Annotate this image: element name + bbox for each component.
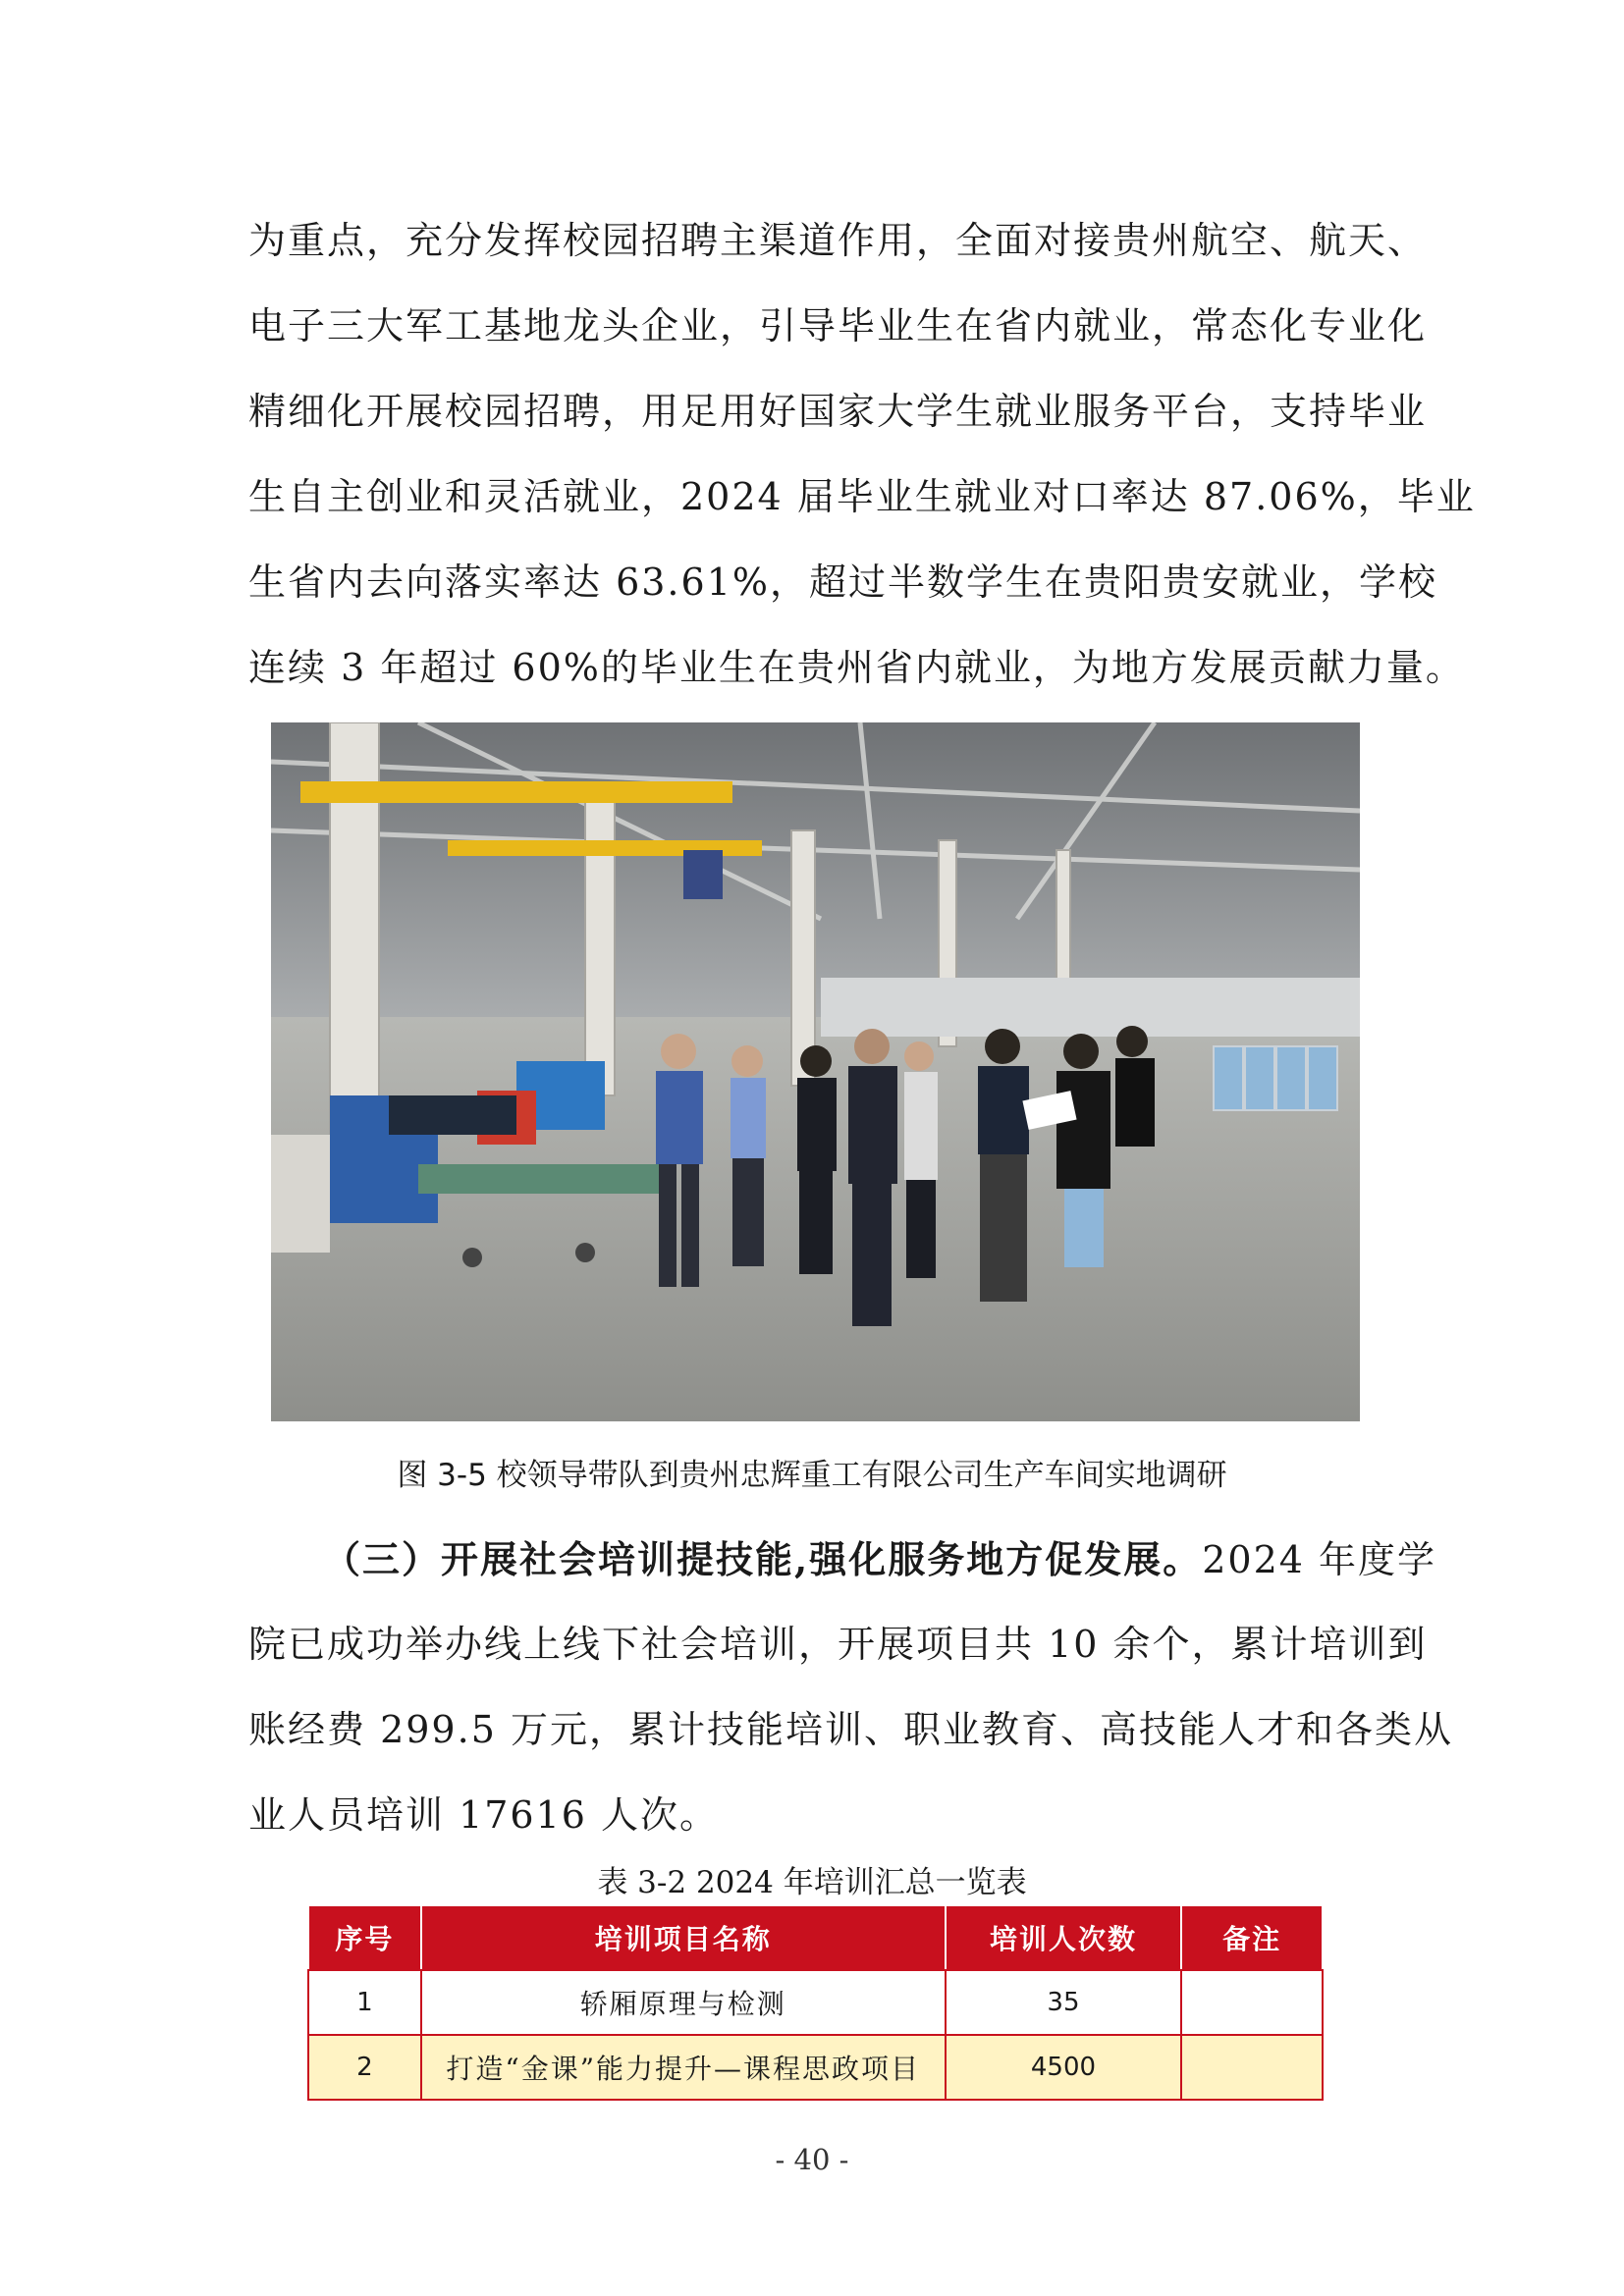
header-project-name: 培训项目名称: [421, 1905, 946, 1970]
paragraph-line: 业人员培训 17616 人次。: [248, 1793, 720, 1837]
cell-remarks: [1181, 1970, 1323, 2035]
training-paragraph: [248, 1517, 1453, 1858]
header-remarks: 备注: [1181, 1905, 1323, 1970]
section-lead: （三）开展社会培训提技能,强化服务地方促发展。: [323, 1537, 1203, 1581]
paragraph-line: [248, 1517, 1437, 1602]
table-header-row: [308, 1905, 1323, 1970]
cell-project-name: 轿厢原理与检测: [421, 1970, 946, 2035]
employment-paragraph: [248, 198, 1476, 711]
photo-caption: 图 3-5 校领导带队到贵州忠辉重工有限公司生产车间实地调研: [397, 1458, 1227, 1493]
paragraph-line: 生省内去向落实率达 63.61%，超过半数学生在贵阳贵安就业，学校: [248, 561, 1437, 604]
page-number: - 40 -: [775, 2143, 849, 2176]
table-row: [308, 2035, 1323, 2100]
paragraph-line: 生自主创业和灵活就业，2024 届毕业生就业对口率达 87.06%，毕业: [248, 475, 1476, 518]
header-trainee-count: 培训人次数: [946, 1905, 1182, 1970]
paragraph-line: 为重点，充分发挥校园招聘主渠道作用，全面对接贵州航空、航天、: [248, 219, 1428, 262]
cell-remarks: [1181, 2035, 1323, 2100]
cell-index: 2: [308, 2035, 421, 2100]
cell-project-name: 打造“金课”能力提升—课程思政项目: [421, 2035, 946, 2100]
paragraph-line: 账经费 299.5 万元，累计技能培训、职业教育、高技能人才和各类从: [248, 1708, 1453, 1751]
section-line-rest: 2024 年度学: [1202, 1538, 1437, 1581]
header-index: 序号: [308, 1905, 421, 1970]
table-row: [308, 1970, 1323, 2035]
training-summary-table: [307, 1904, 1324, 2101]
factory-visit-photo: [271, 722, 1360, 1421]
paragraph-line: 精细化开展校园招聘，用足用好国家大学生就业服务平台，支持毕业: [248, 390, 1428, 433]
cell-trainee-count: 35: [946, 1970, 1182, 2035]
paragraph-line: 电子三大军工基地龙头企业，引导毕业生在省内就业，常态化专业化: [248, 304, 1428, 347]
cell-index: 1: [308, 1970, 421, 2035]
paragraph-line: 连续 3 年超过 60%的毕业生在贵州省内就业，为地方发展贡献力量。: [248, 646, 1465, 689]
paragraph-line: 院已成功举办线上线下社会培训，开展项目共 10 余个，累计培训到: [248, 1623, 1428, 1666]
cell-trainee-count: 4500: [946, 2035, 1182, 2100]
table-title: 表 3-2 2024 年培训汇总一览表: [597, 1865, 1027, 1900]
